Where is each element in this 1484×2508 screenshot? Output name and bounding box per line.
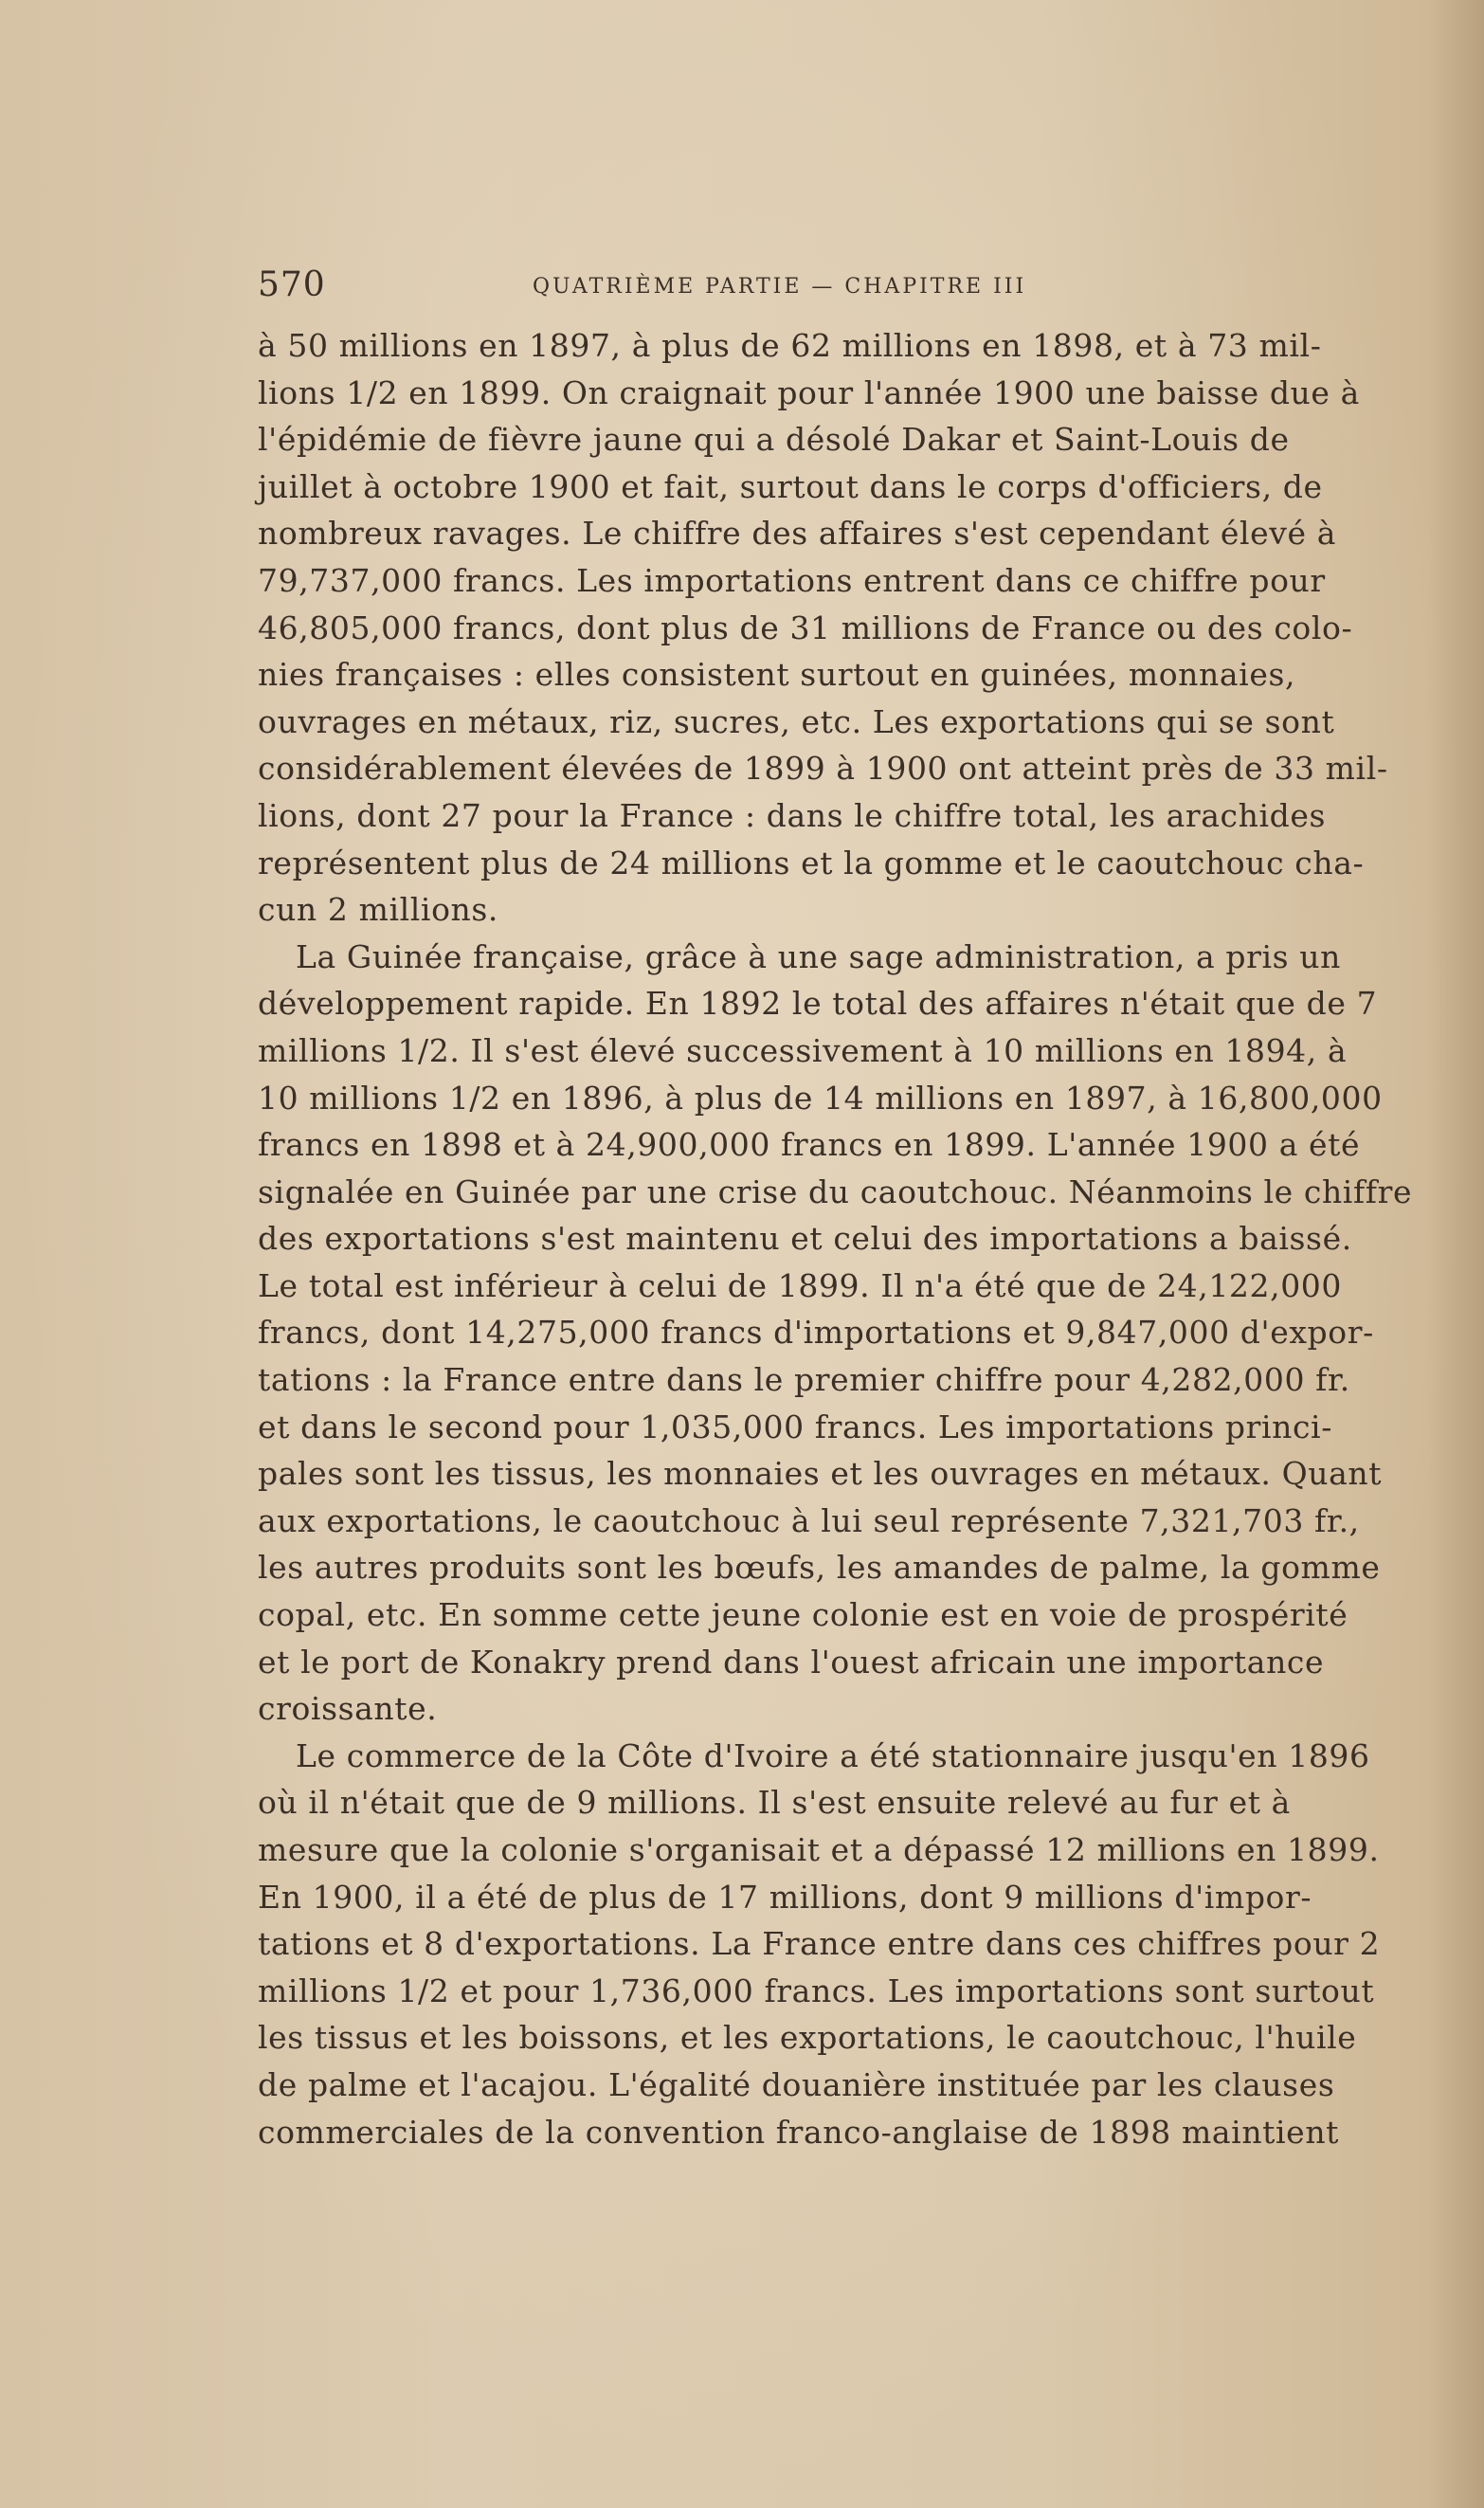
text-line: mesure que la colonie s'organisait et a dépassé 12 millions en 1899. (258, 1831, 1380, 1868)
text-line: représentent plus de 24 millions et la gomme et le caoutchouc cha- (258, 844, 1365, 881)
text-line: francs, dont 14,275,000 francs d'importations et 9,847,000 d'expor- (258, 1314, 1374, 1352)
text-line: signalée en Guinée par une crise du caoutchouc. Néanmoins le chiffre (258, 1172, 1413, 1210)
page-edge-shadow (1427, 0, 1484, 2508)
text-line: aux exportations, le caoutchouc à lui seul représente 7,321,703 fr., (258, 1501, 1360, 1539)
text-line: considérablement élevées de 1899 à 1900 ont atteint près de 33 mil- (258, 750, 1388, 788)
page-header (258, 265, 1139, 313)
text-line: ouvrages en métaux, riz, sucres, etc. Les exportations qui se sont (258, 702, 1335, 740)
text-line: millions 1/2. Il s'est élevé successivement à 10 millions en 1894, à (258, 1031, 1348, 1069)
page-number: 570 (258, 265, 326, 304)
text-line: les tissus et les boissons, et les exportations, le caoutchouc, l'huile (258, 2019, 1357, 2057)
text-line: millions 1/2 et pour 1,736,000 francs. Les importations sont surtout (258, 1972, 1375, 2009)
text-line: juillet à octobre 1900 et fait, surtout dans le corps d'officiers, de (258, 467, 1323, 505)
text-line: pales sont les tissus, les monnaies et les ouvrages en métaux. Quant (258, 1455, 1383, 1493)
text-line: développement rapide. En 1892 le total des affaires n'était que de 7 (258, 985, 1378, 1023)
paragraph-start-line: La Guinée française, grâce à une sage administration, a pris un (296, 937, 1342, 975)
running-head: QUATRIÈME PARTIE — CHAPITRE III (533, 275, 1027, 299)
text-line: 10 millions 1/2 en 1896, à plus de 14 millions en 1897, à 16,800,000 (258, 1079, 1383, 1117)
paragraph-start-line: Le commerce de la Côte d'Ivoire a été stationnaire jusqu'en 1896 (296, 1736, 1370, 1774)
text-line: tations et 8 d'exportations. La France entre dans ces chiffres pour 2 (258, 1925, 1381, 1963)
text-line: 79,737,000 francs. Les importations entrent dans ce chiffre pour (258, 561, 1326, 599)
text-line: à 50 millions en 1897, à plus de 62 millions en 1898, et à 73 mil- (258, 327, 1322, 364)
text-line: cun 2 millions. (258, 891, 499, 929)
text-line: En 1900, il a été de plus de 17 millions, dont 9 millions d'impor- (258, 1878, 1312, 1916)
text-line: Le total est inférieur à celui de 1899. Il n'a été que de 24,122,000 (258, 1266, 1342, 1304)
body-text (258, 322, 1414, 2155)
text-line: les autres produits sont les bœufs, les amandes de palme, la gomme (258, 1549, 1381, 1587)
text-line: copal, etc. En somme cette jeune colonie est en voie de prospérité (258, 1596, 1348, 1634)
text-line: où il n'était que de 9 millions. Il s'est ensuite relevé au fur et à (258, 1784, 1291, 1822)
text-line: lions, dont 27 pour la France : dans le chiffre total, les arachides (258, 796, 1327, 834)
text-line: et le port de Konakry prend dans l'ouest africain une importance (258, 1643, 1325, 1681)
text-line: des exportations s'est maintenu et celui des importations a baissé. (258, 1220, 1352, 1258)
text-line: francs en 1898 et à 24,900,000 francs en 1899. L'année 1900 a été (258, 1126, 1361, 1164)
text-line: de palme et l'acajou. L'égalité douanière instituée par les clauses (258, 2065, 1335, 2103)
text-line: croissante. (258, 1690, 438, 1728)
text-line: nies françaises : elles consistent surtout en guinées, monnaies, (258, 656, 1296, 694)
text-line: 46,805,000 francs, dont plus de 31 millions de France ou des colo- (258, 609, 1353, 646)
text-line: lions 1/2 en 1899. On craignait pour l'année 1900 une baisse due à (258, 373, 1360, 411)
text-line: nombreux ravages. Le chiffre des affaires s'est cependant élevé à (258, 515, 1337, 553)
text-line: l'épidémie de fièvre jaune qui a désolé Dakar et Saint-Louis de (258, 421, 1290, 459)
text-line: commerciales de la convention franco-anglaise de 1898 maintient (258, 2113, 1340, 2151)
text-line: tations : la France entre dans le premier chiffre pour 4,282,000 fr. (258, 1361, 1350, 1399)
text-line: et dans le second pour 1,035,000 francs. Les importations princi- (258, 1408, 1332, 1445)
